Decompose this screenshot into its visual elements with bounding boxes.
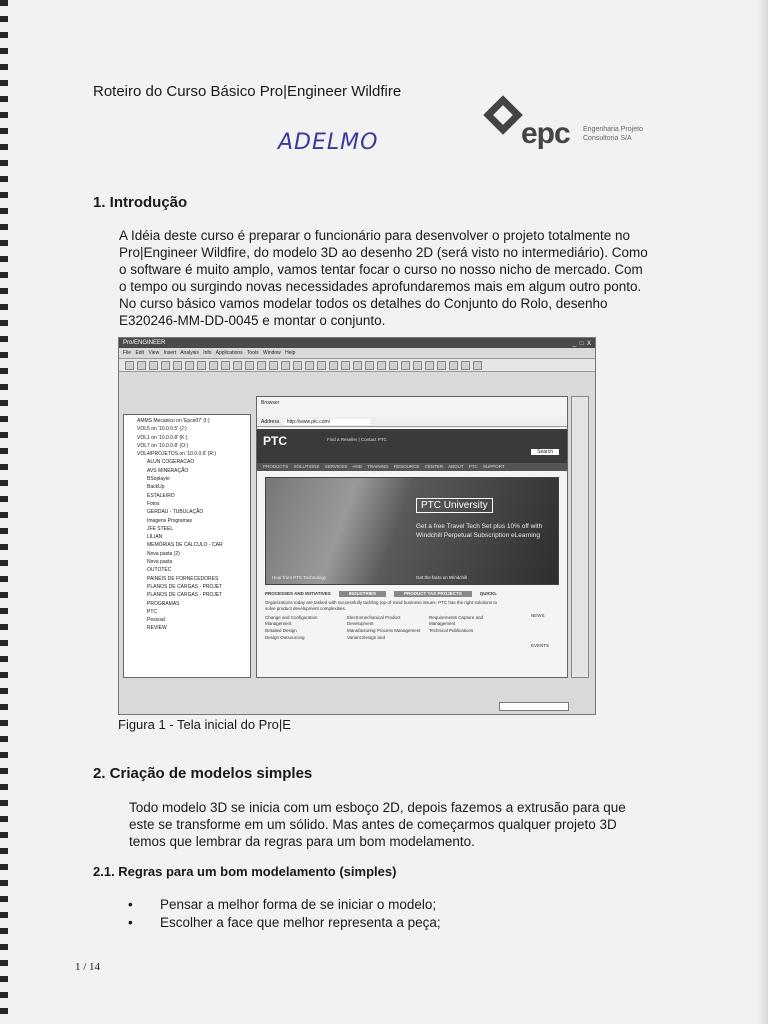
ptc-logo: PTC xyxy=(263,434,287,448)
toolbar-icon xyxy=(401,361,410,370)
logo-wordmark: epc xyxy=(521,117,570,150)
bullet-item: Escolher a face que melhor representa a peça; xyxy=(160,915,441,930)
logo-subtitle-line: Consultoria S/A xyxy=(583,135,632,142)
tree-subitem: PLANOS DE CARGAS - PROJET xyxy=(147,583,223,590)
ptc-search: Search xyxy=(531,449,559,455)
column-header: QUICKL xyxy=(479,591,497,596)
folder-tree xyxy=(123,414,251,678)
proe-screenshot-figure xyxy=(118,337,596,715)
toolbar-icon xyxy=(305,361,314,370)
toolbar-icon xyxy=(341,361,350,370)
toolbar-icon xyxy=(413,361,422,370)
tree-item: VOL1 on '10.0.0.8' (K:) xyxy=(137,434,188,441)
column-headers xyxy=(265,591,559,597)
toolbar-icon xyxy=(233,361,242,370)
column-header: PROCESSES AND INITIATIVES xyxy=(265,591,331,596)
intro-paragraph xyxy=(119,227,679,329)
column-header: INDUSTRIES xyxy=(339,591,386,597)
tree-subitem: BSoplayer xyxy=(147,476,171,483)
toolbar-icon xyxy=(149,361,158,370)
tree-subitem: Nova pasta (2) xyxy=(147,550,180,557)
toolbar-icon xyxy=(317,361,326,370)
toolbar-icon xyxy=(161,361,170,370)
toolbar-icon xyxy=(329,361,338,370)
tree-subitem: ESTALEIRO xyxy=(147,492,175,499)
tree-item: VOL7 on '10.0.0.8' (O:) xyxy=(137,442,189,449)
tree-subitem: MEMÓRIAS DE CÁLCULO - CAR xyxy=(147,542,223,549)
page-edge xyxy=(758,0,768,1024)
tree-subitem: ALUN COGERACAO xyxy=(147,459,195,466)
window-title: Pro/ENGINEER xyxy=(123,340,166,346)
embedded-browser xyxy=(256,396,568,678)
toolbar-icon xyxy=(281,361,290,370)
ptc-header xyxy=(257,429,567,463)
toolbar-icon xyxy=(425,361,434,370)
window-buttons: _ □ X xyxy=(572,341,592,347)
window-titlebar xyxy=(119,338,595,348)
paragraph-line: Todo modelo 3D se inicia com um esboço 2D, depois fazemos a extrusão para que xyxy=(129,800,626,815)
column-items xyxy=(265,615,505,641)
tree-subitem: Pessoal xyxy=(147,617,165,624)
tree-subitem: PROGRAMAS xyxy=(147,600,180,607)
column-item: Detailed Design xyxy=(265,628,297,633)
banner-caption-left: Hear from PTC Technology xyxy=(272,575,327,580)
side-labels xyxy=(531,601,559,661)
address-label: Address xyxy=(261,419,280,425)
side-label: EVENTS xyxy=(531,643,550,648)
tree-subitem: OUTOTEC xyxy=(147,567,172,574)
address-bar xyxy=(257,417,567,427)
page-number: 1 / 14 xyxy=(75,961,101,973)
tree-subitem: REVIEW xyxy=(147,625,167,632)
toolbar-icon xyxy=(269,361,278,370)
subsection-heading-regras: 2.1. Regras para um bom modelamento (simples) xyxy=(93,864,397,879)
ptc-columns xyxy=(265,591,559,648)
right-toolbar xyxy=(571,396,589,678)
browser-tab: Browser xyxy=(261,400,280,406)
tree-item: VOL5 on '10.0.0.5' (J:) xyxy=(137,426,187,433)
tree-subitem: PAINÉIS DE FORNECEDORES xyxy=(147,575,219,582)
spiral-binding xyxy=(0,0,16,1024)
toolbar-icon xyxy=(389,361,398,370)
bullet-item: Pensar a melhor forma de se iniciar o modelo; xyxy=(160,897,437,912)
side-label: NEWS xyxy=(531,613,545,618)
section-heading-criacao: 2. Criação de modelos simples xyxy=(93,765,313,782)
bullet-marker: • xyxy=(128,897,133,912)
column-item: Technical Publications xyxy=(429,628,474,633)
toolbar-icon xyxy=(353,361,362,370)
toolbar-icon xyxy=(173,361,182,370)
paragraph-line: temos que lembrar da regras para um bom modelamento. xyxy=(129,834,475,849)
tree-subitem: PTC xyxy=(147,608,157,615)
toolbar-icon xyxy=(377,361,386,370)
document-title: Roteiro do Curso Básico Pro|Engineer Wildfire xyxy=(93,83,402,100)
column-item: Electromechanical Product Development xyxy=(347,615,401,626)
tree-subitem: Fotos xyxy=(147,500,160,507)
ptc-banner xyxy=(265,477,559,585)
toolbar-icon xyxy=(197,361,206,370)
tree-subitem: Nova pasta xyxy=(147,559,173,566)
column-text: Organizations today are tasked with successfully tackling top-of-mind business issues. PTC has the right solutions to solve product development complexities. xyxy=(265,600,498,611)
column-item: Manufacturing Process Management xyxy=(347,628,421,633)
status-box xyxy=(499,702,569,711)
banner-text: Get a free Travel Tech Set plus 10% off with Windchill Perpetual Subscription eLearning xyxy=(416,523,543,539)
banner-caption-right: Get the facts on Windchill xyxy=(416,575,468,580)
tree-subitem: Imagens Programas xyxy=(147,517,193,524)
toolbar-icon xyxy=(185,361,194,370)
toolbar-icon xyxy=(221,361,230,370)
paragraph-line: Pro|Engineer Wildfire, do modelo 3D ao desenho 2D (será visto no intermediário). Como xyxy=(119,245,648,260)
paragraph-line: o tempo ou surgindo novas necessidades aprofundaremos mais em algum outro ponto. xyxy=(119,279,642,294)
toolbar-icon xyxy=(473,361,482,370)
toolbar-icon xyxy=(209,361,218,370)
toolbar-icon xyxy=(293,361,302,370)
toolbar-icon xyxy=(257,361,266,370)
toolbar-icon xyxy=(137,361,146,370)
menu-bar: File Edit View Insert Analysis Info Applications Tools Window Help xyxy=(123,350,296,356)
handwritten-name: ADELMO xyxy=(278,130,379,155)
ptc-university-logo: PTC University xyxy=(416,498,493,513)
logo-subtitle xyxy=(583,125,643,143)
tree-item: VOL4/PROJETOS on '10.0.0.6' (R:) xyxy=(137,451,217,458)
section-heading-introducao: 1. Introdução xyxy=(93,194,188,211)
column-item: Change and Configuration Management xyxy=(265,615,318,626)
tree-subitem: JFE STEEL xyxy=(147,525,174,532)
paragraph-line: A Idéia deste curso é preparar o funcionário para desenvolver o projeto totalmente no xyxy=(119,228,631,243)
tree-item: AMMS Mecanico on 'Epce07' (I:) xyxy=(137,418,210,424)
paragraph-line: E320246-MM-DD-0045 e montar o conjunto. xyxy=(119,313,386,328)
column-item: Requirements Capture and Management xyxy=(429,615,484,626)
column-item: Variant Design and xyxy=(347,635,385,640)
paragraph-line: o software é muito amplo, vamos tentar focar o curso no nosso nicho de mercado. Com xyxy=(119,262,643,277)
tree-subitem: AVS MINERAÇÃO xyxy=(147,467,189,474)
paragraph-line: este se transforme em um sólido. Mas antes de começarmos qualquer projeto 3D xyxy=(129,817,617,832)
ptc-links: Find a Reseller | Contact PTC xyxy=(327,437,387,442)
bullet-marker: • xyxy=(128,915,133,930)
tree-subitem: LILIAN xyxy=(147,534,163,541)
toolbar-icon xyxy=(245,361,254,370)
section2-paragraph xyxy=(129,799,689,850)
company-logo xyxy=(483,95,653,155)
toolbar-icon xyxy=(125,361,134,370)
tree-subitem: GERDAU - TUBULAÇÃO xyxy=(147,509,204,516)
logo-subtitle-line: Engenharia Projeto xyxy=(583,126,643,133)
paragraph-line: No curso básico vamos modelar todos os detalhes do Conjunto do Rolo, desenho xyxy=(119,296,608,311)
toolbar-icon xyxy=(437,361,446,370)
toolbar-icon xyxy=(461,361,470,370)
toolbar xyxy=(119,358,595,372)
toolbar-icon xyxy=(365,361,374,370)
address-value: http://www.ptc.com/ xyxy=(285,419,370,425)
column-item: Design Outsourcing xyxy=(265,635,305,640)
tree-subitem: BackUp xyxy=(147,484,165,491)
ptc-nav: PRODUCTS SOLUTIONS SERVICES AND TRAINING RESOURCE CENTER ABOUT PTC SUPPORT xyxy=(257,463,567,471)
figure-caption: Figura 1 - Tela inicial do Pro|E xyxy=(118,717,291,732)
tree-subitem: PLANOS DE CARGAS - PROJET xyxy=(147,592,223,599)
column-header: PRODUCT TAS PROJECTS xyxy=(394,591,472,597)
toolbar-icon xyxy=(449,361,458,370)
logo-diamond-icon xyxy=(483,95,523,135)
